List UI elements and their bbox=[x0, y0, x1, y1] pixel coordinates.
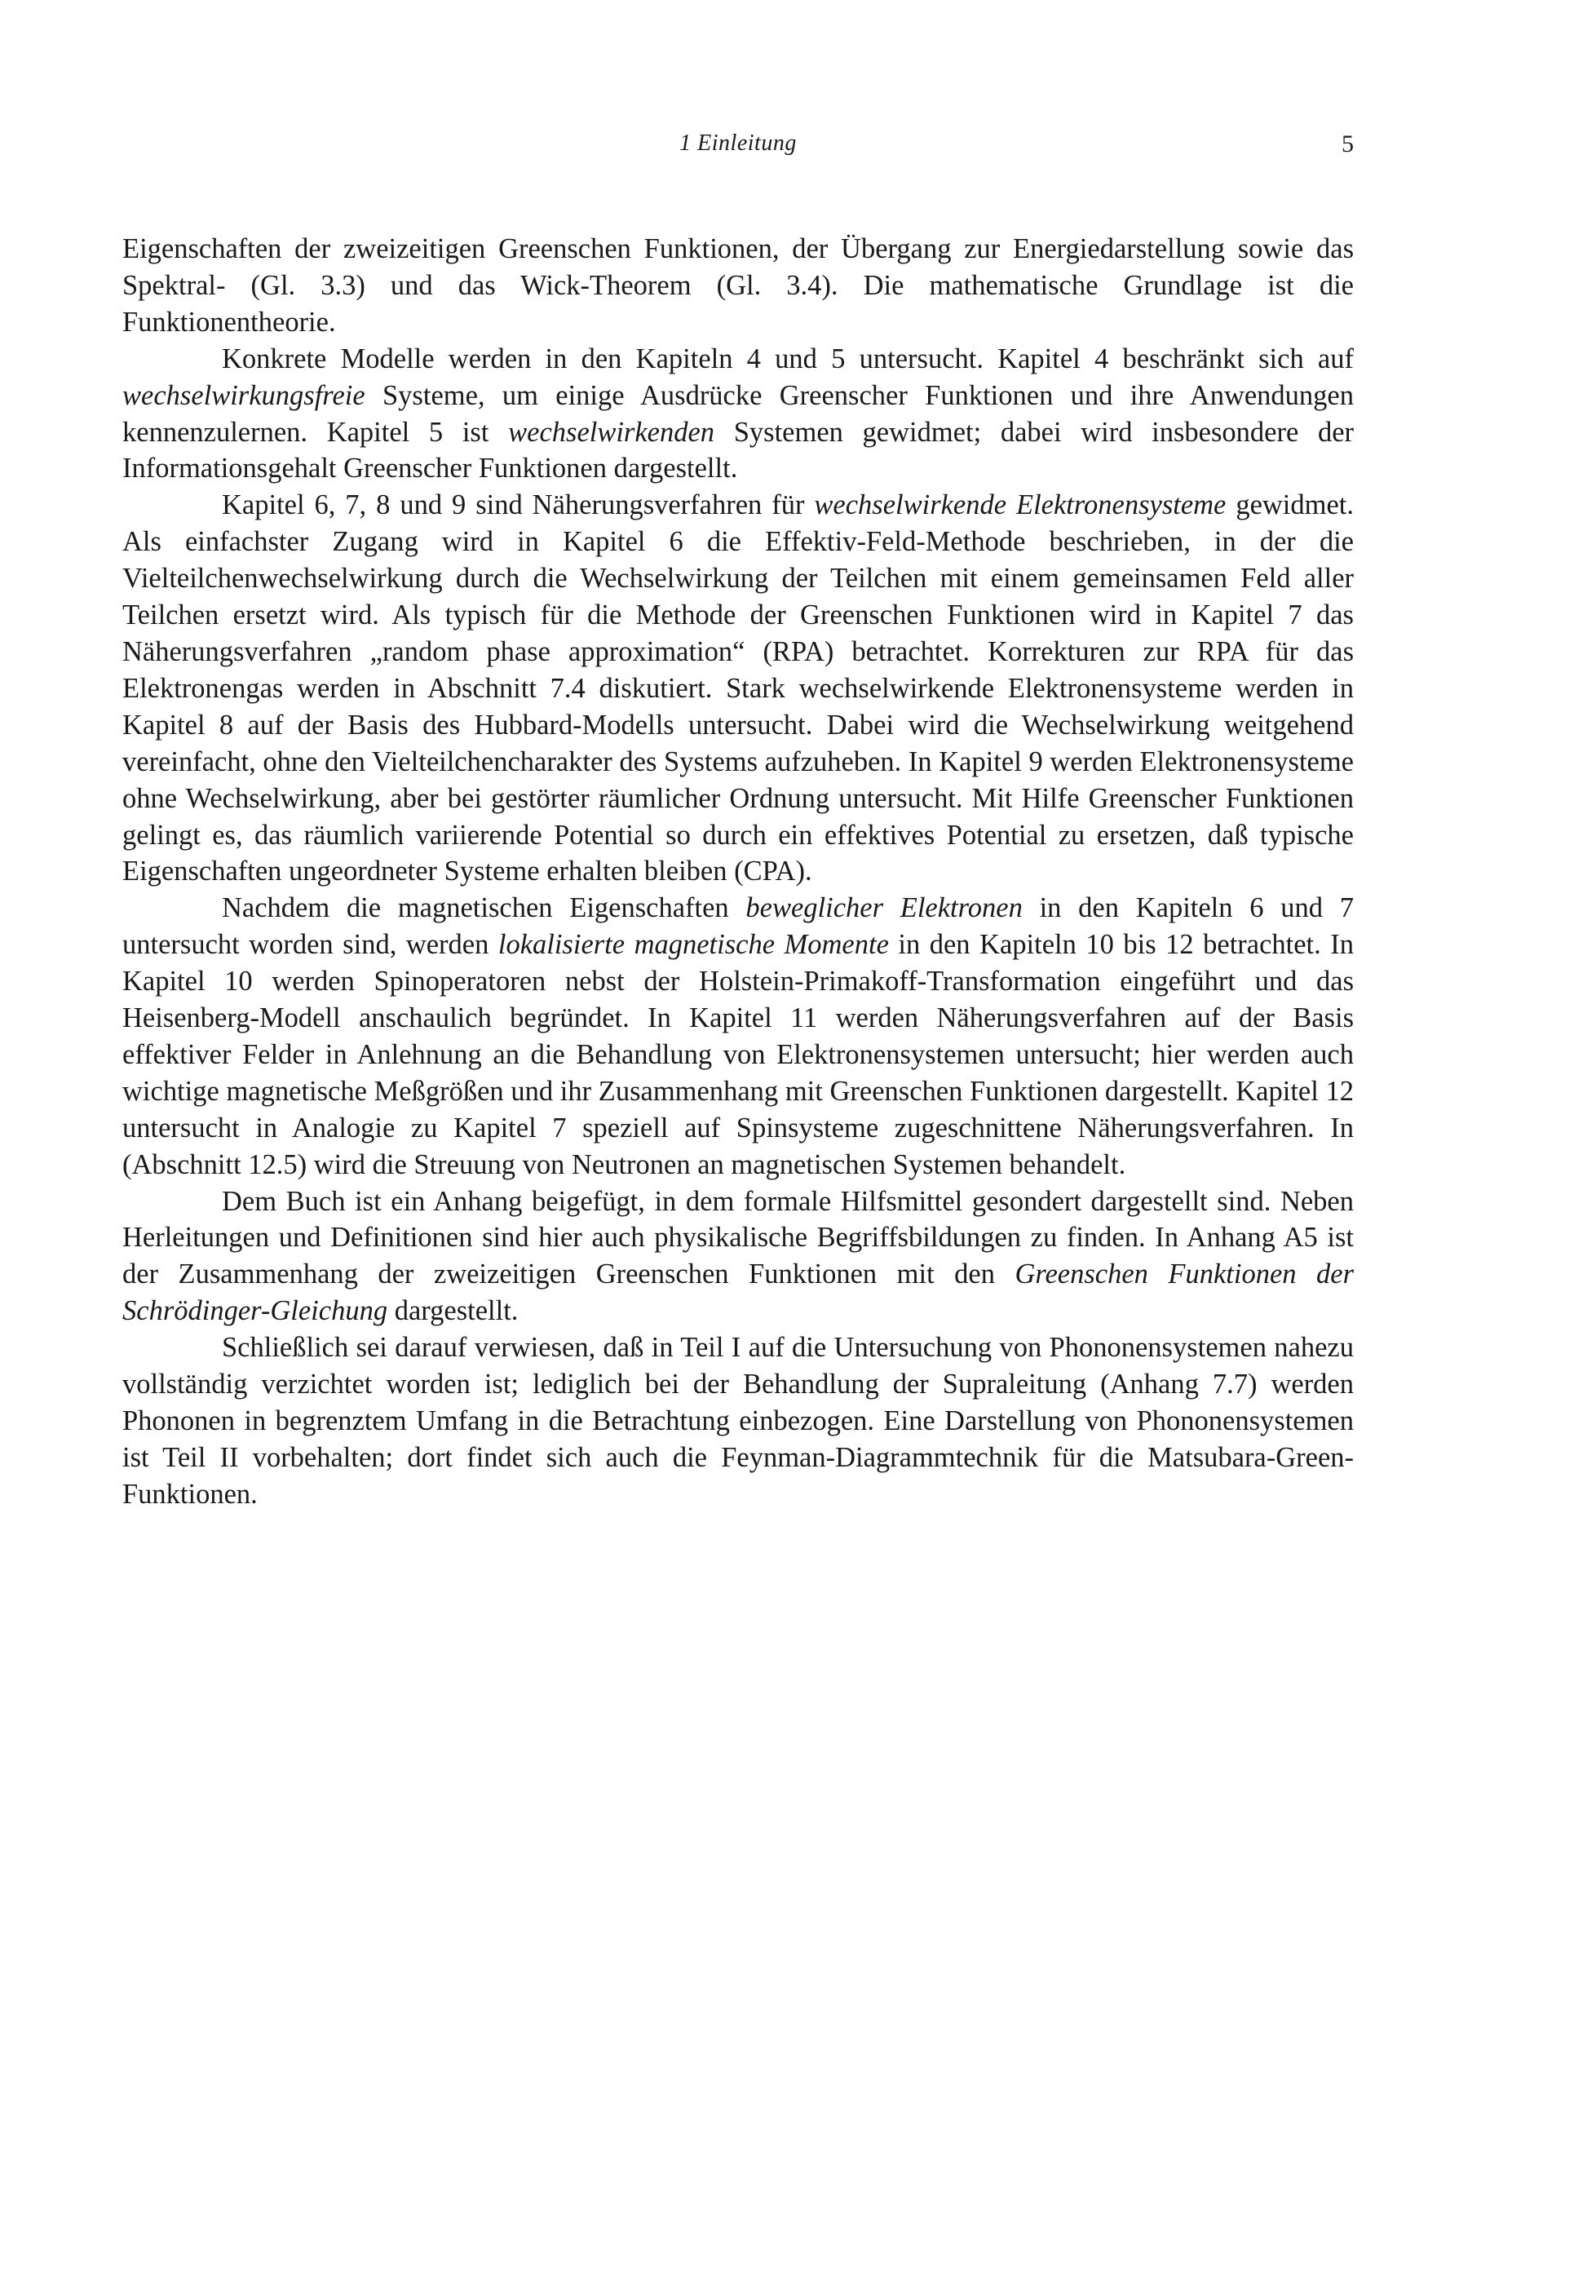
running-header bbox=[122, 131, 1354, 163]
text-run: dargestellt. bbox=[387, 1295, 519, 1327]
emphasized-text: lokalisierte magnetische Momente bbox=[497, 929, 889, 961]
text-run: Konkrete Modelle werden in den Kapiteln 4 und 5 untersucht. Kapitel 4 beschränkt sich auf bbox=[222, 343, 1354, 374]
body-text bbox=[122, 231, 1354, 1513]
paragraph bbox=[122, 890, 1354, 1183]
text-run: Systemen gewidmet; dabei wird insbesondere der Informationsgehalt Greenscher Funktionen dargestellt. bbox=[122, 416, 1355, 484]
paragraph bbox=[122, 341, 1354, 488]
paragraph bbox=[122, 231, 1354, 341]
paragraph bbox=[122, 1329, 1354, 1513]
running-title: 1 Einleitung bbox=[679, 131, 797, 156]
text-run: Nachdem die magnetischen Eigenschaften bbox=[222, 892, 746, 924]
paragraph bbox=[122, 487, 1354, 890]
emphasized-text: wechselwirkungsfreie bbox=[122, 379, 365, 411]
text-run: Eigenschaften der zweizeitigen Greenschen Funktionen, der Übergang zur Energiedarstellung sowie das Spektral- (Gl. 3.3) und das Wick-Theorem (Gl. 3.4). Die mathematische Grundlage ist die Funktionentheorie. bbox=[122, 233, 1354, 338]
text-run: gewidmet. Als einfachster Zugang wird in Kapitel 6 die Effektiv-Feld-Methode beschrieben, in der die Vielteilchenwechselwirkung durch die Wechselwirkung der Teilchen mit einem gemeinsamen Feld aller Teilchen ersetzt wird. Als typisch für die Methode der Greenschen Funktionen wird in Kapitel 7 das Näherungsverfahren „random phase approximation“ (RPA) betrachtet. Korrekturen zur RPA für das Elektronengas werden in Abschnitt 7.4 diskutiert. Stark wechselwirkende Elektronensysteme werden in Kapitel 8 auf der Basis des Hubbard-Modells untersucht. Dabei wird die Wechselwirkung weitgehend vereinfacht, ohne den Vielteilchencharakter des Systems aufzuheben. In Kapitel 9 werden Elektronensysteme ohne Wechselwirkung, aber bei gestörter räumlicher Ordnung untersucht. Mit Hilfe Greenscher Funktionen gelingt es, das räumlich variierende Potential so durch ein effektives Potential zu ersetzen, daß typische Eigenschaften ungeordneter Systeme erhalten bleiben (CPA). bbox=[122, 489, 1354, 887]
text-run: in den Kapiteln 10 bis 12 betrachtet. In Kapitel 10 werden Spinoperatoren nebst der Holstein-Primakoff-Transformation eingeführt und das Heisenberg-Modell anschaulich begründet. In Kapitel 11 werden Näherungsverfahren auf der Basis effektiver Felder in Anlehnung an die Behandlung von Elektronensystemen untersucht; hier werden auch wichtige magnetische Meßgrößen und ihr Zusammenhang mit Greenschen Funktionen dargestellt. Kapitel 12 untersucht in Analogie zu Kapitel 7 speziell auf Spinsysteme zugeschnittene Näherungsverfahren. In (Abschnitt 12.5) wird die Streuung von Neutronen an magnetischen Systemen behandelt. bbox=[122, 929, 1354, 1180]
text-run: Dem Buch ist ein Anhang beigefügt, in dem formale Hilfsmittel gesondert dargestellt sind. Neben Herleitungen und Definitionen sind hier auch physikalische Begriffsbildungen zu finden. In Anhang A5 ist der Zusammenhang der zweizeitigen Greenschen Funktionen mit den bbox=[122, 1185, 1354, 1290]
page-number: 5 bbox=[1342, 131, 1354, 157]
text-run: Schließlich sei darauf verwiesen, daß in Teil I auf die Untersuchung von Phononensystemen nahezu vollständig verzichtet worden ist; lediglich bei der Behandlung der Supraleitung (Anhang 7.7) werden Phononen in begrenztem Umfang in die Betrachtung einbezogen. Eine Darstellung von Phononensystemen ist Teil II vorbehalten; dort findet sich auch die Feynman-Diagrammtechnik für die Matsubara-Green-Funktionen. bbox=[122, 1332, 1354, 1510]
text-run: Kapitel 6, 7, 8 und 9 sind Näherungsverfahren für bbox=[222, 489, 815, 521]
paragraph bbox=[122, 1183, 1354, 1330]
emphasized-text: Greenschen Funktionen der Schrödinger-Gleichung bbox=[122, 1259, 1354, 1327]
emphasized-text: wechselwirkende Elektronensysteme bbox=[814, 489, 1227, 521]
text-run: Systeme, um einige Ausdrücke Greenscher Funktionen und ihre Anwendungen kennenzulernen. Kapitel 5 ist bbox=[122, 379, 1354, 448]
emphasized-text: wechselwirkenden bbox=[508, 416, 715, 448]
emphasized-text: beweglicher Elektronen bbox=[745, 892, 1023, 924]
text-run: in den Kapiteln 6 und 7 untersucht worden sind, werden bbox=[122, 892, 1354, 961]
